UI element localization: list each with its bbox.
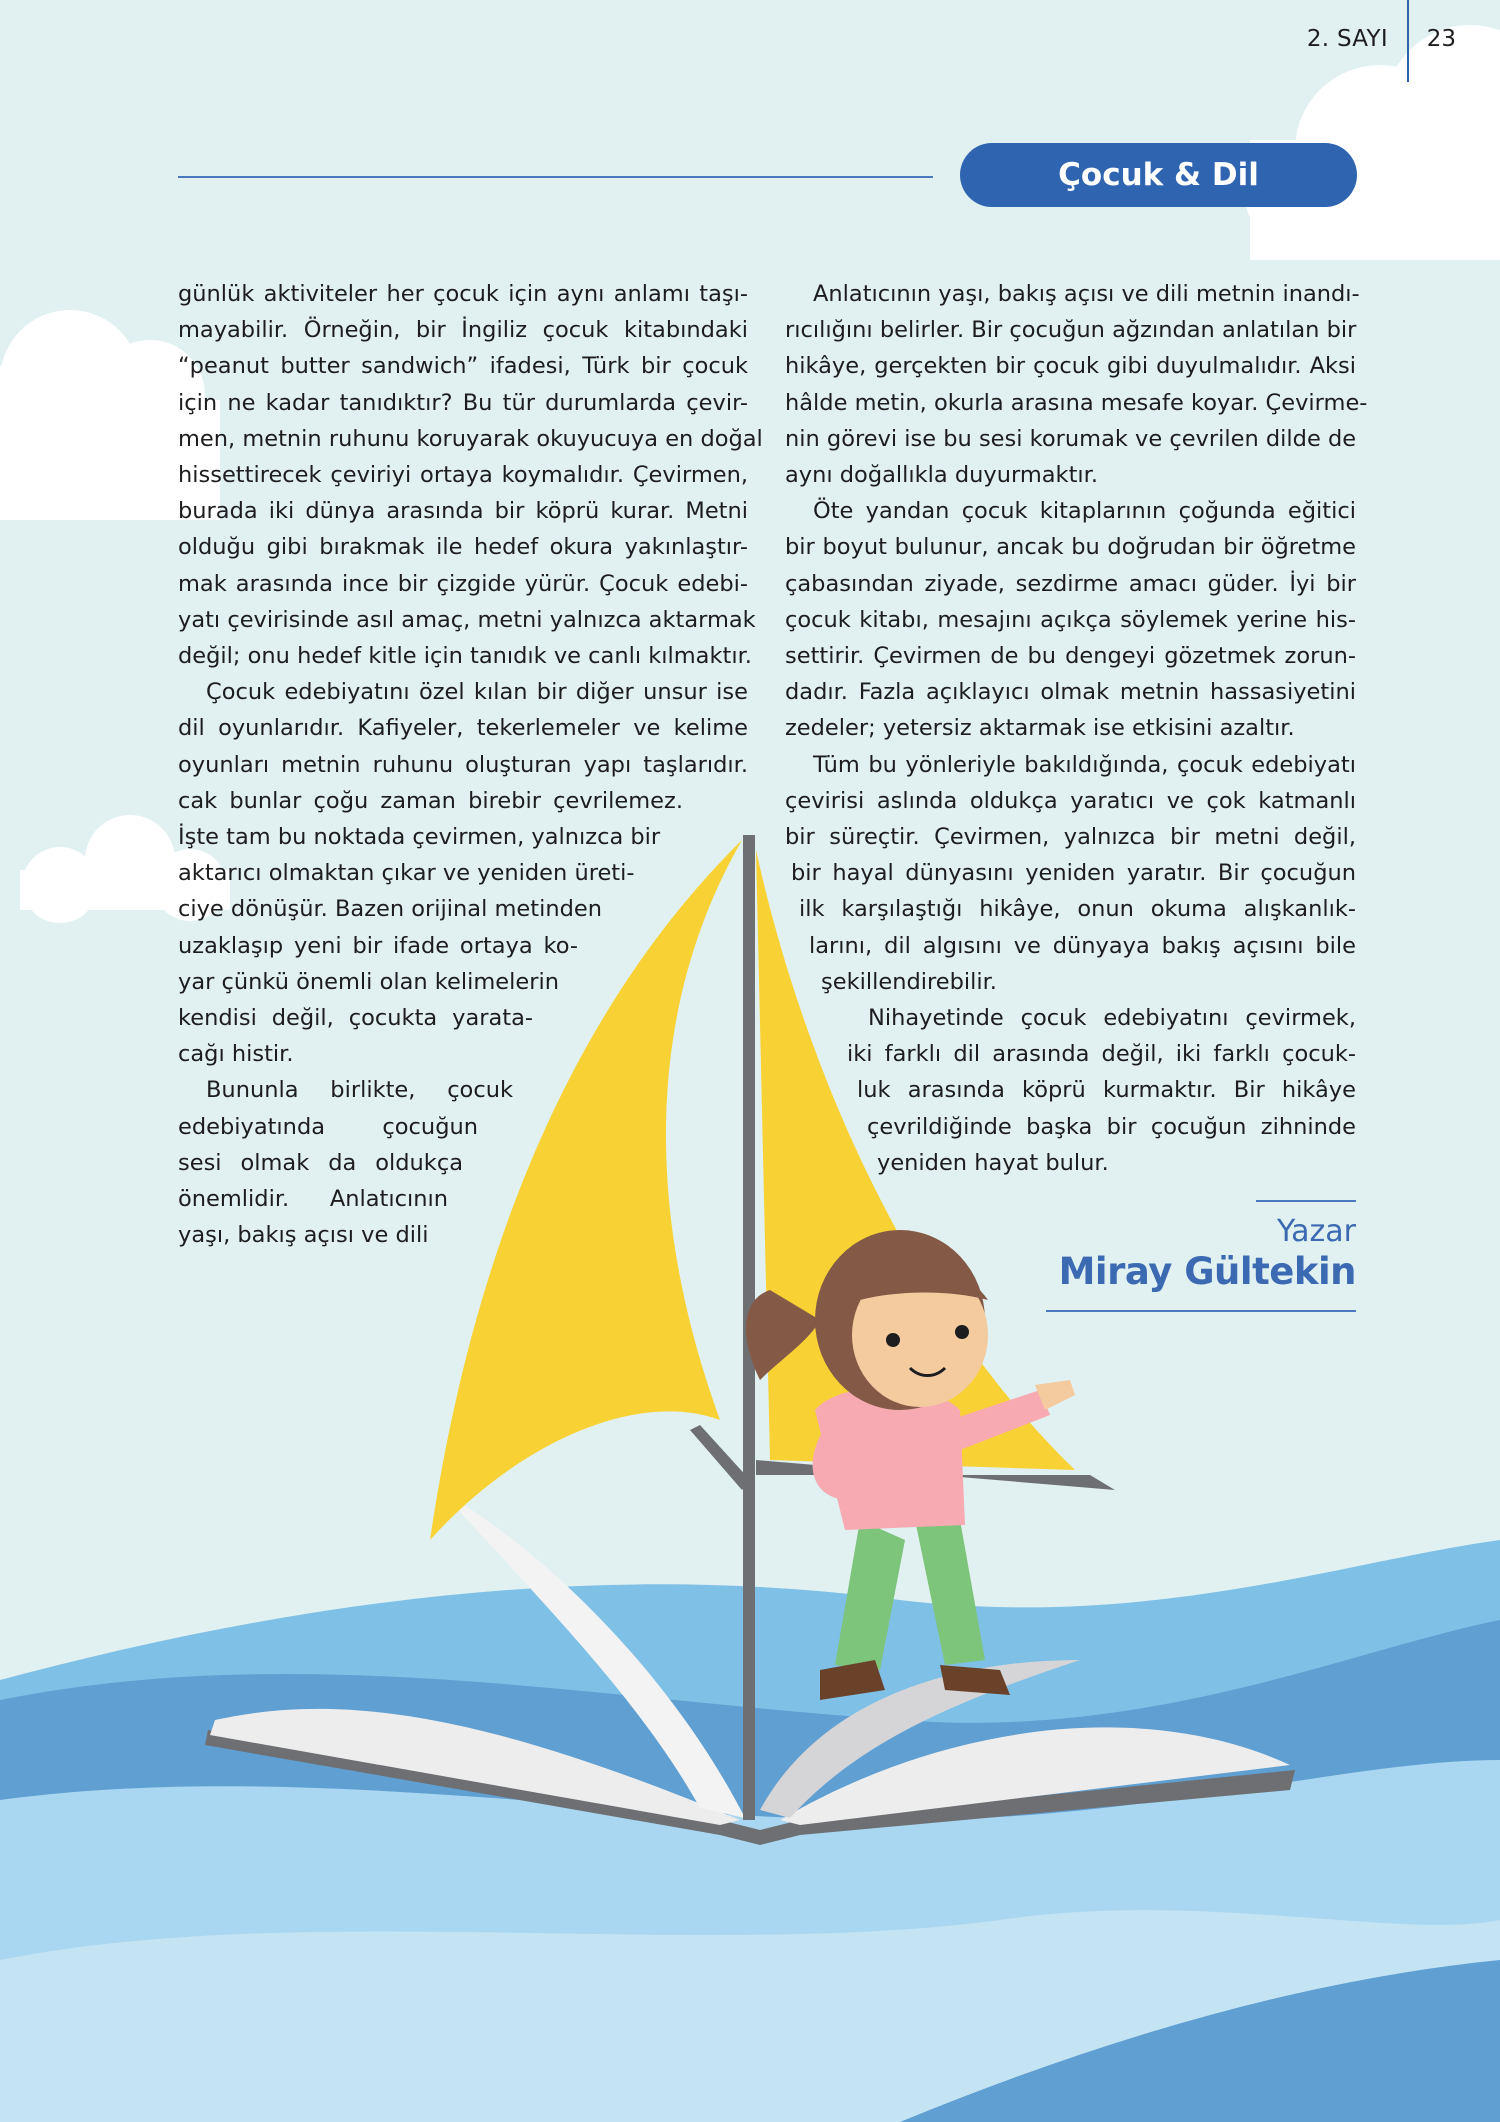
section-rule — [178, 176, 933, 178]
article-paragraph — [785, 747, 1356, 1000]
article-line: luk arasında köprü kurmaktır. Bir hikâye — [857, 1077, 1356, 1104]
article-line: men, metnin ruhunu koruyarak okuyucuya en doğal — [178, 425, 763, 452]
article-line: yaşı, bakış açısı ve dili — [178, 1222, 429, 1249]
article-paragraph — [785, 493, 1356, 746]
article-paragraph — [785, 276, 1368, 493]
article-column-right — [785, 276, 1368, 1181]
article-line: iki farklı dil arasında değil, iki farklı çocuk- — [847, 1041, 1356, 1068]
article-line: Nihayetinde çocuk edebiyatını çevirmek, — [868, 1005, 1356, 1032]
article-line: şekillendirebilir. — [821, 968, 997, 995]
article-line: aynı doğallıkla duyurmaktır. — [785, 462, 1098, 489]
article-line: çevrildiğinde başka bir çocuğun zihninde — [867, 1113, 1356, 1140]
article-line: Bununla birlikte, çocuk — [206, 1077, 513, 1104]
article-line: zedeler; yetersiz aktarmak ise etkisini azaltır. — [785, 715, 1295, 742]
article-line: dil oyunlarıdır. Kafiyeler, tekerlemeler ve kelime — [178, 715, 748, 742]
article-paragraph — [178, 674, 748, 1072]
article-line: bir boyut bulunur, ancak bu doğrudan bir öğretme — [785, 534, 1356, 561]
article-line: Çocuk edebiyatını özel kılan bir diğer unsur ise — [206, 679, 748, 706]
article-line: çocuk kitabı, mesajını açıkça söylemek yerine his- — [785, 606, 1356, 633]
article-line: önemlidir. Anlatıcının — [178, 1186, 448, 1213]
article-line: mak arasında ince bir çizgide yürür. Çocuk edebi- — [178, 570, 748, 597]
article-line: nin görevi ise bu sesi korumak ve çevrilen dilde de — [785, 425, 1357, 452]
article-line: dadır. Fazla açıklayıcı olmak metnin hassasiyetini — [785, 679, 1356, 706]
article-line: İşte tam bu noktada çevirmen, yalnızca bir — [178, 824, 661, 851]
article-paragraph — [178, 276, 763, 674]
article-line: hâlde metin, okurla arasına mesafe koyar. Çevirme- — [785, 389, 1368, 416]
article-line: ciye dönüşür. Bazen orijinal metinden — [178, 896, 602, 923]
header-divider — [1407, 0, 1409, 82]
article-line: kendisi değil, çocukta yarata- — [178, 1005, 533, 1032]
article-line: değil; onu hedef kitle için tanıdık ve canlı kılmaktır. — [178, 643, 752, 670]
article-line: oyunları metnin ruhunu oluşturan yapı taşlarıdır. — [178, 751, 748, 778]
article-line: edebiyatında çocuğun — [178, 1113, 478, 1140]
article-line: cağı histir. — [178, 1041, 294, 1068]
article-line: aktarıcı olmaktan çıkar ve yeniden üreti- — [178, 860, 635, 887]
article-line: için ne kadar tanıdıktır? Bu tür durumlarda çevir- — [178, 389, 748, 416]
article-line: yeniden hayat bulur. — [877, 1149, 1109, 1176]
article-line: larını, dil algısını ve dünyaya bakış açısını bile — [809, 932, 1356, 959]
article-line: yatı çevirisinde asıl amaç, metni yalnızca aktarmak — [178, 606, 756, 633]
article-line: burada iki dünya arasında bir köprü kurar. Metni — [178, 498, 748, 525]
article-line: bir hayal dünyasını yeniden yaratır. Bir çocuğun — [791, 860, 1356, 887]
article-line: mayabilir. Örneğin, bir İngiliz çocuk kitabındaki — [178, 317, 748, 344]
article-line: hissettirecek çeviriyi ortaya koymalıdır. Çevirmen, — [178, 462, 748, 489]
author-rule-bottom — [1046, 1310, 1356, 1312]
article-line: settirir. Çevirmen de bu dengeyi gözetmek zorun- — [785, 643, 1356, 670]
author-label: Yazar — [1276, 1214, 1356, 1249]
page-number: 23 — [1426, 26, 1456, 52]
author-name: Miray Gültekin — [1058, 1250, 1356, 1293]
article-line: yar çünkü önemli olan kelimelerin — [178, 968, 559, 995]
article-line: Öte yandan çocuk kitaplarının çoğunda eğitici — [813, 498, 1356, 525]
article-line: olduğu gibi bırakmak ile hedef okura yakınlaştır- — [178, 534, 748, 561]
article-line: çabasından ziyade, sezdirme amacı güder. İyi bir — [785, 570, 1356, 597]
article-line: Anlatıcının yaşı, bakış açısı ve dili metnin inandı- — [813, 281, 1360, 307]
article-line: günlük aktiviteler her çocuk için aynı anlamı taşı- — [178, 281, 748, 307]
article-line: rıcılığını belirler. Bir çocuğun ağzından anlatılan bir — [785, 317, 1357, 344]
author-rule-top — [1256, 1200, 1356, 1202]
issue-label: 2. SAYI — [1306, 26, 1388, 52]
article-line: “peanut butter sandwich” ifadesi, Türk bir çocuk — [178, 353, 748, 380]
article-line: Tüm bu yönleriyle bakıldığında, çocuk edebiyatı — [813, 751, 1356, 778]
article-line: hikâye, gerçekten bir çocuk gibi duyulmalıdır. Aksi — [785, 353, 1356, 380]
article-paragraph — [785, 1000, 1356, 1181]
article-line: bir süreçtir. Çevirmen, yalnızca bir metni değil, — [785, 824, 1356, 851]
article-line: cak bunlar çoğu zaman birebir çevrilemez. — [178, 787, 683, 814]
article-line: uzaklaşıp yeni bir ifade ortaya ko- — [178, 932, 578, 959]
article-paragraph — [178, 1072, 748, 1253]
article-line: sesi olmak da oldukça — [178, 1149, 463, 1176]
section-badge: Çocuk & Dil — [960, 143, 1357, 207]
article-line: çevirisi aslında oldukça yaratıcı ve çok katmanlı — [785, 787, 1356, 814]
article-line: ilk karşılaştığı hikâye, onun okuma alışkanlık- — [799, 896, 1356, 923]
article-column-left — [178, 276, 763, 1253]
